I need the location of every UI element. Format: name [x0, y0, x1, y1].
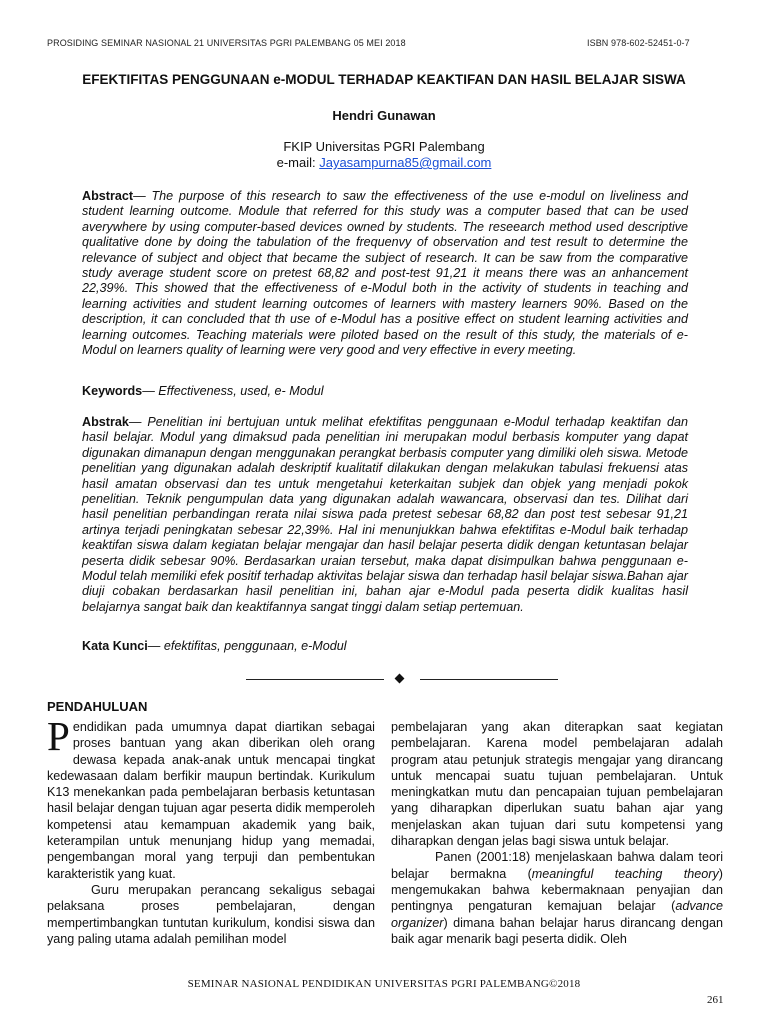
abstract-label: Abstract	[82, 189, 134, 203]
kata-kunci-label: Kata Kunci	[82, 639, 148, 653]
abstrak-dash: —	[128, 415, 148, 429]
divider-line-left	[246, 679, 384, 680]
italic-term: meaningful teaching theory	[531, 866, 719, 881]
paragraph: pembelajaran yang akan diterapkan saat kegiatan pembelajaran. Karena model pembelajaran adalah program atau petunjuk strategis mengajar yang dirancang untuk mencapai suatu tujuan pembelajaran. Untuk meningkatkan mutu dan pencapaian tujuan pembelajaran yang diharapkan diperlukan suatu bahan ajar yang menjelaskan akan tujuan dari sutu kompetensi yang diharapkan dengan jelas bagi siswa untuk belajar.	[391, 720, 723, 849]
drop-cap: P	[47, 713, 70, 759]
abstract-dash: —	[133, 189, 152, 203]
paragraph-text: Panen (2001:18) menjelaskaan bahwa dalam teori belajar bermakna (	[391, 850, 723, 881]
email-link[interactable]: Jayasampurna85@gmail.com	[319, 155, 492, 170]
paragraph	[391, 849, 723, 947]
running-header-isbn: ISBN 978-602-52451-0-7	[587, 38, 690, 48]
affiliation: FKIP Universitas PGRI Palembang	[283, 139, 485, 154]
keywords-indonesian	[82, 639, 688, 654]
section-divider	[0, 672, 768, 686]
email-line	[0, 155, 768, 171]
body-column-right	[391, 719, 723, 947]
page-number: 261	[707, 994, 724, 1006]
paragraph-text: ) mengemukakan bahwa kebermaknaan penyajian dan pentingnya pengaturan kemajuan belajar (	[391, 866, 723, 914]
abstract-text: The purpose of this research to saw the effectiveness of the use e-modul on liveliness and student learning outcome. Module that referred for this study was a computer based that can be used averywhere by using computer-based devices owned by students. The reseearch method used descriptive qualitative done by doing the tabulation of the frequenvy of observation and test result to determine the relevance of subject and object that became the subject of research. It can be saw from the comparative study average student score on pretest 68,82 and post-test 91,21 it means there was an anhancement 22,39%. This showed that the effectiveness of e-Modul both in the activity of students in teaching and learning activities and student learning outcomes of learners with mastery learners 90%. Based on the description, it can concluded that th use of e-Modul has a positive effect on student learning activities and learning outcomes. Teaching materials were piloted based on the result of this study, the materials of e-Modul on learners quality of learning were very good and very effective in every meeting.	[82, 189, 688, 358]
author-name: Hendri Gunawan	[332, 108, 436, 123]
paragraph: Guru merupakan perancang sekaligus sebagai pelaksana proses pembelajaran, dengan mempertimbangkan tuntutan kurikulum, kondisi siswa dan yang paling utama adalah pemilihan model	[47, 882, 375, 946]
email-label: e-mail:	[276, 155, 320, 170]
abstrak-label: Abstrak	[82, 415, 129, 429]
keywords-dash: —	[142, 384, 159, 398]
abstrak-text: Penelitian ini bertujuan untuk melihat efektifitas penggunaan e-Modul terhadap keaktifan dan hasil belajar. Modul yang dimaksud pada penelitian ini merupakan modul berbasis komputer yang dapat digunakan dimanapun dengan menggunakan perangkat berbasis computer yang dimiliki oleh siswa. Metode penelitian yang digunakan adalah deskriptif kualitatif dilakukan dengan melakukan tabulasi frekuensi atas hasil amatan observasi dan tes untuk mengetahui keterkaitan subjek dan objek yang menjadi pokok penelitian. Teknik pengumpulan data yang digunakan adalah wawancara, observasi dan tes. Dilihat dari hasil penelitian perbandingan rerata nilai siswa pada pretest sebesar 68,82 dan post test sebesar 91,21 artinya terjadi peningkatan sebesar 22,39%. Hal ini menunjukkan bahwa efektifitas e-Modul baik terhadap keaktifan siswa dalam kegiatan belajar mengajar dan hasil belajar peserta didik dengan ketuntasan belajar peserta didik sebesar 90%. Berdasarkan uraian tersebut, maka dapat disimpulkan bahwa penggunaan e-Modul telah memiliki efek positif terhadap aktivitas belajar siswa dan terhadap hasil belajar siswa.Bahan ajar diuji cobakan berdasarkan hasil penelitian ini, bahan ajar e-Modul pada peserta didik kualitas hasil belajarnya sangat baik dan keaktifannya sangat tinggi dalam setiap pertemuan.	[82, 415, 688, 614]
paragraph	[47, 713, 375, 882]
paragraph-text: ) dimana bahan belajar harus dirancang dengan baik agar menarik bagi peserta didik. Oleh	[391, 915, 723, 946]
paragraph-text: endidikan pada umumnya dapat diartikan sebagai proses bantuan yang akan diberikan oleh orang dewasa kepada anak-anak untuk mencapai tingkat kedewasaan dalam berfikir maupun bertindak. Kurikulum K13 menekankan pada pembelajaran berbasis ketuntasan hasil belajar dengan tujuan agar peserta didik memperoleh kompetensi atau kemampuan akademik yang baik, keterampilan untuk menunjang hidup yang memadai, pengembangan moral yang terpuji dan pembentukan karakteristik yang kuat.	[47, 720, 375, 881]
kata-kunci-text: efektifitas, penggunaan, e-Modul	[163, 639, 347, 653]
divider-line-right	[420, 679, 558, 680]
keywords-text: Effectiveness, used, e- Modul	[158, 384, 324, 398]
kata-kunci-dash: —	[147, 639, 164, 653]
page-footer: SEMINAR NASIONAL PENDIDIKAN UNIVERSITAS PGRI PALEMBANG©2018	[187, 978, 581, 990]
keywords-label: Keywords	[82, 384, 143, 398]
diamond-icon	[395, 674, 405, 684]
body-column-left	[47, 713, 375, 947]
abstract-indonesian	[82, 415, 688, 615]
paper-title: EFEKTIFITAS PENGGUNAAN e-MODUL TERHADAP KEAKTIFAN DAN HASIL BELAJAR SISWA	[82, 72, 686, 87]
italic-term: advance organizer	[391, 899, 723, 930]
affiliation-block	[0, 139, 768, 171]
keywords-english	[82, 384, 688, 399]
running-header-left: PROSIDING SEMINAR NASIONAL 21 UNIVERSITAS PGRI PALEMBANG 05 MEI 2018	[47, 38, 406, 48]
section-heading: PENDAHULUAN	[47, 699, 148, 714]
abstract-english	[82, 189, 688, 358]
